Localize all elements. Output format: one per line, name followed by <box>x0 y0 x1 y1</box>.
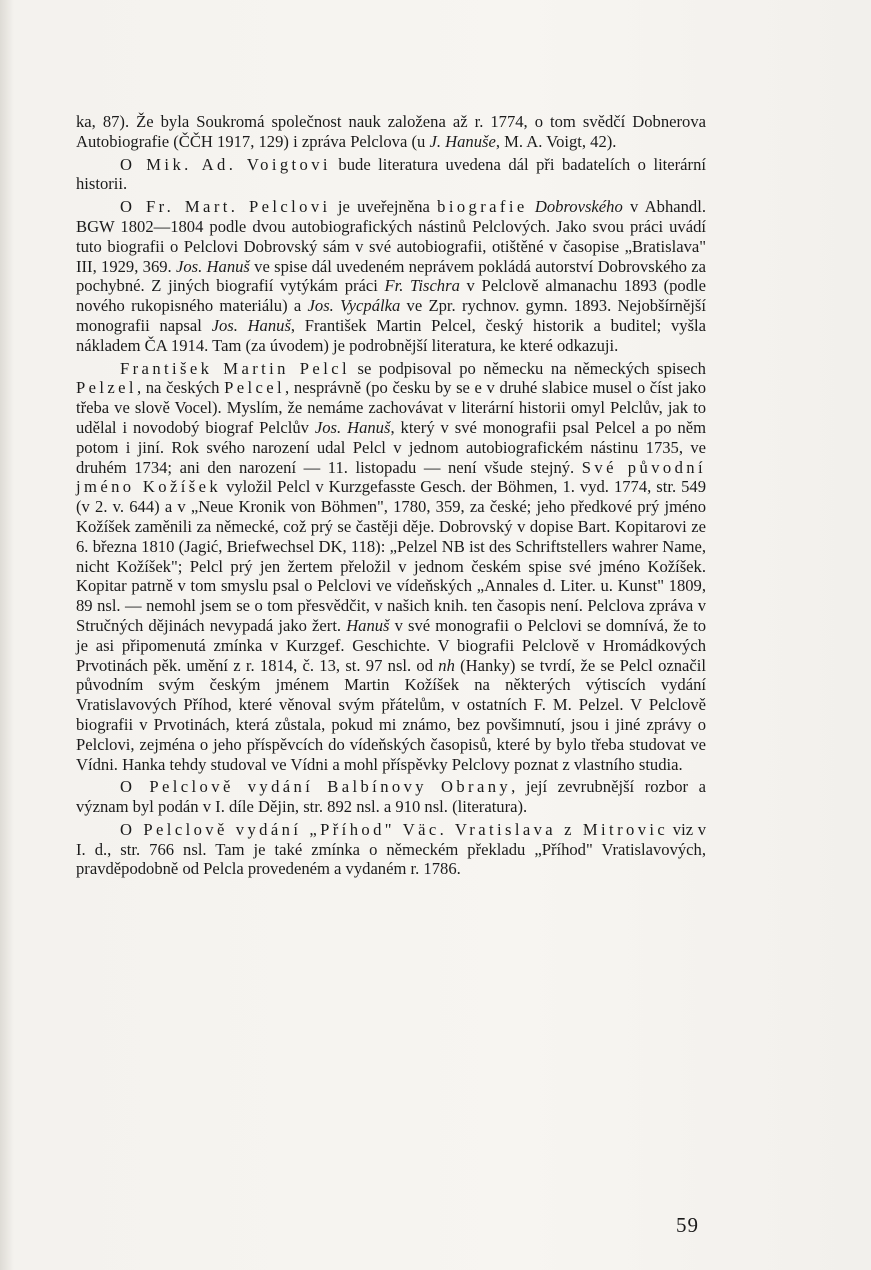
paragraph <box>76 155 706 195</box>
text-run: , její zevrubnější rozbor a význam byl podán v I. díle Dějin, str. 892 nsl. a 910 nsl. (literatura). <box>76 777 706 817</box>
spaced-emphasis: Pelzel <box>76 378 137 398</box>
text-run: v své monografii o Pelclovi se domnívá, že to je asi připomenutá zmínka v Kurzgef. Geschichte. V biografii Pelclově v Hromádkových Prvotinách pěk. umění z r. 1814, č. 13, st. 97 nsl. od <box>76 615 706 675</box>
spaced-emphasis: O Pelclově vydání „Příhod" Väc. Vratislava z Mitrovic <box>120 819 669 839</box>
spaced-emphasis: biografie <box>437 197 528 217</box>
italic-text: Jos. Hanuš <box>314 417 391 437</box>
text-run: , nesprávně (po česku by se e v druhé slabice musel o číst jako třeba ve slově Vocel). Myslím, že nemáme zachovávat v literární historii omyl Pelclův, jak to udělal i novodobý biograf Pelclův <box>76 378 706 437</box>
italic-text: Fr. Tischra <box>384 276 460 296</box>
paragraph <box>76 197 706 355</box>
italic-text: nh <box>438 655 455 675</box>
text-run: vyložil Pelcl v Kurzgefasste Gesch. der Böhmen, 1. vyd. 1774, str. 549 (v 2. v. 644) a v „Neue Kronik von Böhmen", 1780, 359, za české; jeho předkové prý jméno Kožíšek zaměnili za německé, což prý se častěji děje. Dobrovský v dopise Bart. Kopitarovi ze 6. března 1810 (Jagić, Briefwechsel DK, 118): „Pelzel NB ist des Schriftstellers wahrer Name, nicht Kožíšek"; Pelcl prý jen žertem přeložil v jednom českém spise své jméno Kožíšek. Kopitar patrně v tom smyslu psal o Pelclovi ve vídeňských „Annales d. Liter. u. Kunst" 1809, 89 nsl. — nemohl jsem se o tom přesvědčit, v našich knih. ten časopis není. Pelclova zpráva v Stručných dějinách nevypadá jako žert. <box>76 477 706 635</box>
spaced-emphasis: O Mik. Ad. Voigtovi <box>120 154 331 174</box>
text-run: ve Zpr. rychnov. gymn. 1893. Nejobšírnější monografii napsal <box>76 296 706 335</box>
italic-text: Dobrovského <box>534 197 623 217</box>
text-run: , M. A. Voigt, 42). <box>495 131 617 151</box>
italic-text: Jos. Hanuš <box>175 256 250 276</box>
text-run <box>528 197 535 216</box>
italic-text: J. Hanuše <box>429 131 496 151</box>
page-number: 59 <box>676 1213 699 1237</box>
paragraph <box>76 820 706 879</box>
text-run: (Hanky) se tvrdí, že se Pelcl označil původním svým českým jménem Martin Kožíšek na některých výtiscích vydání Vratislavových Příhod, které věnoval svým přátelům, v ostatních F. M. Pelzel. V Pelclově biografii v Prvotinách, která zůstala, pokud mi známo, bez povšimnutí, jsou i jiné zprávy o Pelclovi, zejména o jeho příspěvcích do vídeňských časopisů, které by bylo třeba studovat ve Vídni. Hanka tehdy studoval ve Vídni a mohl příspěvky Pelclovy poznat z vlastního studia. <box>76 655 706 774</box>
paragraph <box>76 777 706 817</box>
text-run: je uveřejněna <box>330 197 438 217</box>
text-run: se podpisoval po německu na německých spisech <box>349 358 706 378</box>
paragraph <box>76 359 706 775</box>
text-run: , který v své monografii psal Pelcel a po něm potom i jiní. Rok svého narození udal Pelcl v jednom autobiografickém nástinu 1735, ve druhém 1734; ani den narození — 11. listopadu — není všude stejný. <box>76 417 707 477</box>
body-text <box>76 112 706 879</box>
spaced-emphasis: František Martin Pelcl <box>120 358 350 378</box>
text-run: , na českých <box>136 378 225 398</box>
spaced-emphasis: O Fr. Mart. Pelclovi <box>120 197 331 217</box>
italic-text: Jos. Hanuš <box>211 315 291 335</box>
text-run: bude literatura uvedena dál při badatelích o literární historii. <box>76 154 706 194</box>
italic-text: Hanuš <box>346 615 390 635</box>
spaced-emphasis: O Pelclově vydání Balbínovy Obrany <box>120 777 512 797</box>
text-run: v Pelclově almanachu 1893 (podle nového rukopisného materiálu) a <box>76 276 706 316</box>
text-run: v Abhandl. BGW 1802—1804 podle dvou autobiografických nástinů Pelclových. Jako svou práci uvádí tuto biografii o Pelclovi Dobrovský sám v své autobiografii, otištěné v časopise „Bratislava" III, 1929, 369. <box>76 197 706 276</box>
spaced-emphasis: Pelcel <box>224 378 286 398</box>
italic-text: Jos. Vycpálka <box>307 296 401 316</box>
text-run: , František Martin Pelcel, český historik a buditel; vyšla nákladem ČA 1914. Tam (za úvodem) je podrobnější literatura, ke které odkazuji. <box>76 315 707 355</box>
paragraph <box>76 112 706 152</box>
text-run: ve spise dál uvedeném neprávem pokládá autorství Dobrovského za pochybné. Z jiných biografií vytýkám práci <box>76 256 707 296</box>
text-run: viz v I. d., str. 766 nsl. Tam je také zmínka o německém překladu „Příhod" Vratislavových, pravděpodobně od Pelcla provedeném a vydaném r. 1786. <box>76 819 706 879</box>
spaced-emphasis: Své původní jméno Kožíšek <box>76 457 706 497</box>
text-run: ka, 87). Že byla Soukromá společnost nauk založena až r. 1774, o tom svědčí Dobnerova Autobiografie (ČČH 1917, 129) i zpráva Pelclova (u <box>76 112 706 151</box>
